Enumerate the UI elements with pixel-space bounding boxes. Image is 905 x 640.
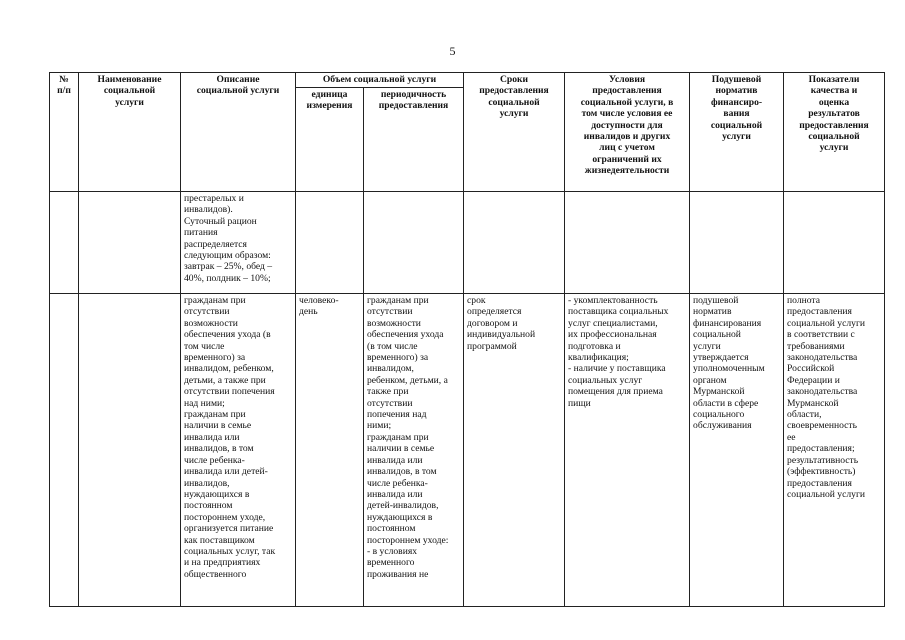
cell-quality: полнота предоставления социальной услуги в соответствии с требованиями законодательства Российской Федерации и законодательства Мурманской области, своевременность ее предоставления; результативность (эффективность) предоставления социальной услуги [784,294,885,607]
cell-periodicity: гражданам при отсутствии возможности обеспечения ухода (в том числе временного) за инвалидом, ребенком, детьми, а также при отсутствии попечения над ними; гражданам при наличии в семье инвалида или инвалидов, в том числе ребенка- инвалида или детей-инвалидов, нуждающихся в постоянном постороннем уходе: - в условиях временного проживания не [364,294,464,607]
page-number: 5 [449,44,456,58]
header-name: Наименование социальной услуги [79,73,181,192]
cell-unit [296,192,364,294]
header-periodicity: периодичность предоставления [364,88,464,192]
cell-unit: человеко- день [296,294,364,607]
header-num: № п/п [50,73,79,192]
cell-terms [464,192,565,294]
cell-norm: подушевой норматив финансирования социальной услуги утверждается уполномоченным органом Мурманской области в сфере социального обслуживания [690,294,784,607]
header-unit: единица измерения [296,88,364,192]
cell-conditions: - укомплектованность поставщика социальных услуг специалистами, их профессиональная подготовка и квалификация; - наличие у поставщика социальных услуг помещения для приема пищи [565,294,690,607]
cell-name [79,192,181,294]
table-row [50,294,885,607]
cell-norm [690,192,784,294]
cell-description: престарелых и инвалидов). Суточный рацион питания распределяется следующим образом: завтрак – 25%, обед – 40%, полдник – 10%; [181,192,296,294]
social-services-table [49,72,885,607]
header-description: Описание социальной услуги [181,73,296,192]
cell-quality [784,192,885,294]
cell-num [50,294,79,607]
cell-terms: срок определяется договором и индивидуальной программой [464,294,565,607]
cell-conditions [565,192,690,294]
header-terms: Сроки предоставления социальной услуги [464,73,565,192]
cell-description: гражданам при отсутствии возможности обеспечения ухода (в том числе временного) за инвалидом, ребенком, детьми, а также при отсутствии попечения над ними; гражданам при наличии в семье инвалида или инвалидов, в том числе ребенка- инвалида или детей- инвалидов, нуждающихся в постоянном постороннем уходе, организуется питание как поставщиком социальных услуг, так и на предприятиях общественного [181,294,296,607]
header-conditions: Условия предоставления социальной услуги, в том числе условия ее доступности для инвалидов и других лиц с учетом ограничений их жизнедеятельности [565,73,690,192]
cell-periodicity [364,192,464,294]
table-row [50,192,885,294]
cell-num [50,192,79,294]
header-quality: Показатели качества и оценка результатов предоставления социальной услуги [784,73,885,192]
header-volume: Объем социальной услуги [296,73,464,88]
cell-name [79,294,181,607]
header-norm: Подушевой норматив финансиро- вания социальной услуги [690,73,784,192]
